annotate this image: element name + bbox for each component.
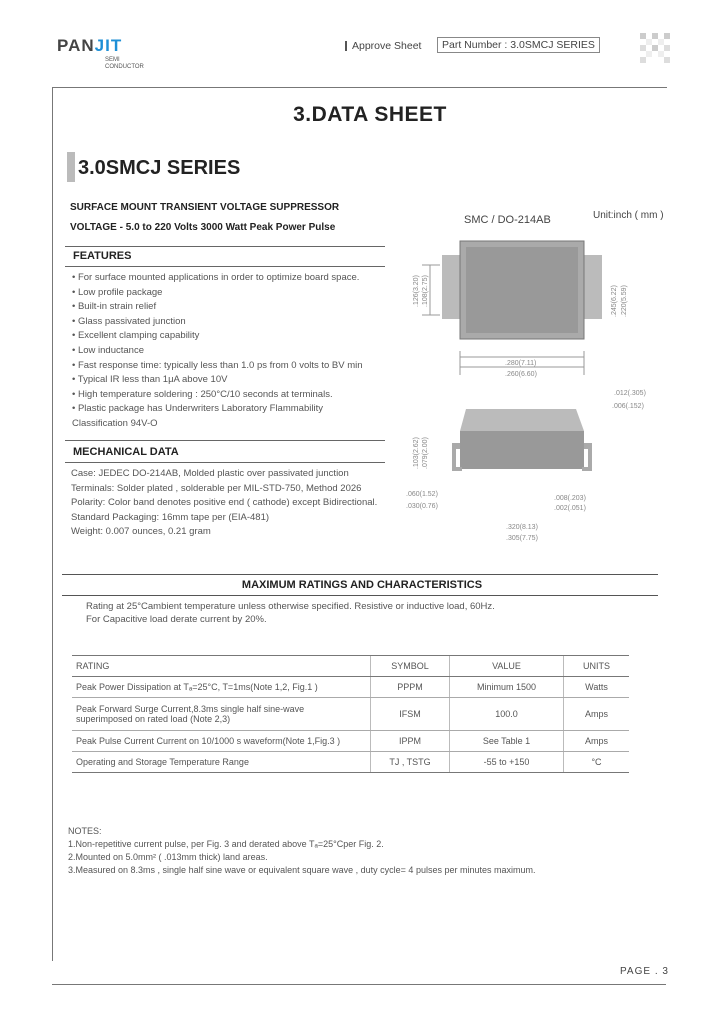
ratings-table [72, 655, 629, 773]
dim-d11: .060(1.52) [406, 491, 438, 498]
brand-subtitle: SEMI CONDUCTOR [105, 57, 144, 70]
mechanical-title: MECHANICAL DATA [73, 446, 179, 458]
voltage-rating: VOLTAGE - 5.0 to 220 Volts 3000 Watt Peak Power Pulse [70, 222, 336, 233]
cell-units: °C [564, 752, 630, 773]
dim-d15: .320(8.13) [506, 524, 538, 531]
cell-rating: Operating and Storage Temperature Range [72, 752, 371, 773]
package-outline-drawing [400, 225, 660, 555]
cell-symbol: IFSM [371, 698, 450, 731]
table-row [72, 731, 629, 752]
col-value: VALUE [450, 656, 564, 677]
mechanical-item: Terminals: Solder plated , solderable per MIL-STD-750, Method 2026 [71, 482, 362, 494]
note-3: 3.Measured on 8.3ms , single half sine wave or equivalent square wave , duty cycle= 4 pulses per minutes maximum. [68, 865, 536, 875]
col-rating: RATING [72, 656, 371, 677]
col-symbol: SYMBOL [371, 656, 450, 677]
product-description: SURFACE MOUNT TRANSIENT VOLTAGE SUPPRESSOR [70, 202, 340, 213]
mechanical-item: Standard Packaging: 16mm tape per (EIA-481) [71, 511, 270, 523]
cell-value: 100.0 [450, 698, 564, 731]
notes-title: NOTES: [68, 826, 102, 836]
package-label: SMC / DO-214AB [464, 214, 551, 226]
feature-item: • Glass passivated junction [72, 315, 186, 327]
side-body [460, 431, 584, 469]
side-body-top [460, 409, 584, 431]
features-title: FEATURES [73, 250, 132, 262]
divider [62, 595, 658, 596]
dim-d14: .002(.051) [554, 505, 586, 512]
feature-item: • Fast response time: typically less than 1.0 ps from 0 volts to BV min [72, 359, 363, 371]
table-row [72, 752, 629, 773]
feature-item: • Low profile package [72, 286, 163, 298]
note-1: 1.Non-repetitive current pulse, per Fig. 3 and derated above Tₐ=25°Cper Fig. 2. [68, 839, 384, 849]
table-row [72, 677, 629, 698]
dim-d3: .245(6.22) [611, 285, 618, 317]
note-2: 2.Mounted on 5.0mm² ( .013mm thick) land areas. [68, 852, 268, 862]
dim-d7: .012(.305) [614, 390, 646, 397]
cell-rating: Peak Forward Surge Current,8.3ms single half sine-wave superimposed on rated load (Note 2,3) [72, 698, 371, 731]
brand-jit: JIT [94, 36, 123, 55]
footer-divider [52, 984, 666, 985]
feature-item: Classification 94V-O [72, 418, 158, 429]
dim-d5: .280(7.11) [505, 360, 537, 367]
cell-symbol: TJ , TSTG [371, 752, 450, 773]
cell-rating: Peak Pulse Current Current on 10/1000 s waveform(Note 1,Fig.3 ) [72, 731, 371, 752]
dim-d16: .305(7.75) [506, 535, 538, 542]
series-tab-marker [67, 152, 75, 182]
mechanical-item: Weight: 0.007 ounces, 0.21 gram [71, 526, 211, 538]
divider [65, 246, 385, 247]
cell-symbol: IPPM [371, 731, 450, 752]
divider [65, 440, 385, 441]
feature-item: • For surface mounted applications in order to optimize board space. [72, 272, 360, 283]
page-number: PAGE . 3 [620, 966, 669, 977]
cell-units: Amps [564, 731, 630, 752]
cell-units: Watts [564, 677, 630, 698]
cell-value: -55 to +150 [450, 752, 564, 773]
mechanical-item: Case: JEDEC DO-214AB, Molded plastic over passivated junction [71, 468, 349, 479]
cell-rating: Peak Power Dissipation at Tₐ=25°C, T=1ms(Note 1,2, Fig.1 ) [72, 677, 371, 698]
table-row [72, 698, 629, 731]
panjit-logo [57, 36, 122, 56]
divider [65, 266, 385, 267]
mechanical-item: Polarity: Color band denotes positive end ( cathode) except Bidirectional. [71, 497, 378, 509]
cell-symbol: PPPM [371, 677, 450, 698]
ratings-note-1: Rating at 25°Cambient temperature unless otherwise specified. Resistive or inductive load, 60Hz. [86, 601, 495, 612]
dim-d4: .220(5.59) [621, 285, 628, 317]
package-top-face [466, 247, 578, 333]
part-number-label: Part Number : 3.0SMCJ SERIES [437, 37, 600, 53]
checker-decoration-icon [640, 33, 670, 63]
brand-pan: PAN [57, 36, 95, 55]
dim-d13: .008(.203) [554, 495, 586, 502]
divider [65, 462, 385, 463]
feature-item: • Excellent clamping capability [72, 330, 200, 342]
feature-item: • Low inductance [72, 345, 144, 356]
series-title: 3.0SMCJ SERIES [78, 157, 241, 179]
feature-item: • Plastic package has Underwriters Laboratory Flammability [72, 403, 323, 415]
feature-item: • High temperature soldering : 250°C/10 seconds at terminals. [72, 388, 333, 400]
approve-sheet-label: Approve Sheet [345, 40, 421, 52]
dim-d8: .006(.152) [612, 403, 644, 410]
page-title: 3.DATA SHEET [293, 103, 447, 126]
dim-d9: .103(2.62) [413, 437, 420, 469]
ratings-title: MAXIMUM RATINGS AND CHARACTERISTICS [241, 579, 483, 591]
feature-item: • Typical IR less than 1μA above 10V [72, 374, 228, 386]
dim-d12: .030(0.76) [406, 503, 438, 510]
feature-item: • Built-in strain relief [72, 301, 157, 313]
divider [62, 574, 658, 575]
dim-d2: .108(2.75) [422, 275, 429, 307]
dim-d1: .126(3.20) [413, 275, 420, 307]
cell-value: See Table 1 [450, 731, 564, 752]
dim-d6: .260(6.60) [505, 371, 537, 378]
dim-d10: .079(2.00) [422, 437, 429, 469]
unit-label: Unit:inch ( mm ) [593, 210, 664, 221]
cell-value: Minimum 1500 [450, 677, 564, 698]
ratings-note-2: For Capacitive load derate current by 20%. [86, 614, 267, 625]
col-units: UNITS [564, 656, 630, 677]
cell-units: Amps [564, 698, 630, 731]
